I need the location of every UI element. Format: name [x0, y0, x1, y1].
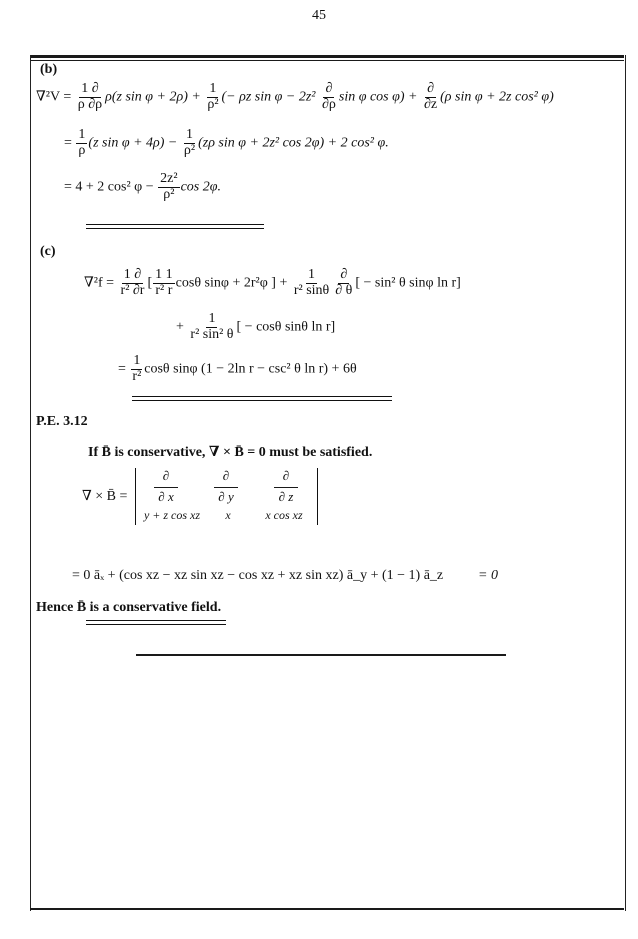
fraction-bar [214, 487, 238, 488]
fraction: $\frac{1}{\rho}$ [78, 127, 86, 158]
part-c-line2: + $\frac{1}{\text{r² sin² θ}}$ [ − cosθ sinθ ln r] [176, 311, 336, 342]
det-cell: y + z cos xz [143, 508, 201, 522]
det-cell: ∂ [282, 468, 290, 483]
det-cell: x cos xz [265, 508, 303, 522]
part-b-line1: ∇²V = $\frac{1 \partial}{\rho \partial\rho}$ ρ(z sin φ + 2ρ) + $\frac{1}{\text{ρ²}}$ (− ρz sin φ − 2z² $\frac{\partial}{\partial\rho}$ sin φ cos φ) + $\frac{\partial}{\partial z}$ (ρ sin φ + 2z cos² φ) [36, 81, 554, 112]
part-b-line3: = 4 + 2 cos² φ − $\frac{\text{2z²}}{\text{ρ²}}$ cos 2φ. [64, 171, 221, 202]
det-cell: ∂ y [218, 489, 234, 504]
pe-label: P.E. 3.12 [36, 414, 88, 429]
section-divider [136, 654, 506, 656]
answer-underline [86, 224, 264, 229]
fraction: $\frac{1}{\text{ρ²}}$ [183, 127, 196, 158]
answer-underline [132, 396, 392, 401]
fraction: $\frac{\partial}{\partial z}$ [423, 81, 438, 112]
pe-result-rhs: = 0 [478, 568, 498, 583]
fraction: $\frac{\partial}{\partial\rho}$ [321, 81, 336, 112]
part-b-line2: = $\frac{1}{\rho}$ (z sin φ + 4ρ) − $\frac{1}{\text{ρ²}}$ (zρ sin φ + 2z² cos 2φ) + 2 cos² φ. [64, 127, 389, 158]
det-cell: ∂ [162, 468, 170, 483]
pe-statement: If B̄ is conservative, ∇ × B̄ = 0 must be satisfied. [88, 445, 373, 460]
bottom-rule [30, 908, 624, 910]
det-cell: ∂ x [158, 489, 174, 504]
det-cell: x [225, 508, 231, 522]
page-number: 45 [312, 8, 326, 23]
det-lhs: ∇ × B̄ = [82, 489, 128, 504]
determinant-matrix [135, 468, 318, 525]
fraction: $\frac{\text{2z²}}{\text{ρ²}}$ [160, 171, 178, 202]
answer-underline [86, 620, 226, 625]
fraction: $\frac{1 1}{\text{r² r}}$ [155, 267, 173, 298]
fraction: $\frac{1 \partial}{\text{r² ∂r}}$ [120, 267, 145, 298]
fraction: $\frac{1}{\text{r² sinθ}}$ [293, 267, 330, 298]
fraction: $\frac{1}{\text{r²}}$ [132, 353, 142, 384]
part-b-label: (b) [40, 62, 58, 77]
fraction: $\frac{1}{\text{r² sin² θ}}$ [190, 311, 234, 342]
fraction: $\frac{\partial}{\partial \theta}$ [335, 267, 353, 298]
fraction: $\frac{1 \partial}{\rho \partial\rho}$ [77, 81, 103, 112]
det-cell: ∂ z [278, 489, 294, 504]
pe-conclusion: Hence B̄ is a conservative field. [36, 600, 222, 615]
part-c-label: (c) [40, 244, 56, 259]
det-cell: ∂ [222, 468, 230, 483]
part-c-line3: = $\frac{1}{\text{r²}}$ cosθ sinφ (1 − 2ln r − csc² θ ln r) + 6θ [118, 353, 357, 384]
fraction-bar [274, 487, 298, 488]
fraction: $\frac{1}{\text{ρ²}}$ [207, 81, 219, 112]
fraction-bar [154, 487, 178, 488]
part-c-line1: ∇²f = $\frac{1 \partial}{\text{r² ∂r}}$ [ $\frac{1 1}{\text{r² r}}$ cosθ sinφ + 2r²φ ] + $\frac{1}{\text{r² sinθ}}$ $\frac{\partial}{\partial \theta}$ [ − sin² θ sinφ ln r] [84, 267, 461, 298]
pe-result: = 0 āₓ + (cos xz − xz sin xz − cos xz + xz sin xz) ā_y + (1 − 1) ā_z [72, 568, 444, 583]
